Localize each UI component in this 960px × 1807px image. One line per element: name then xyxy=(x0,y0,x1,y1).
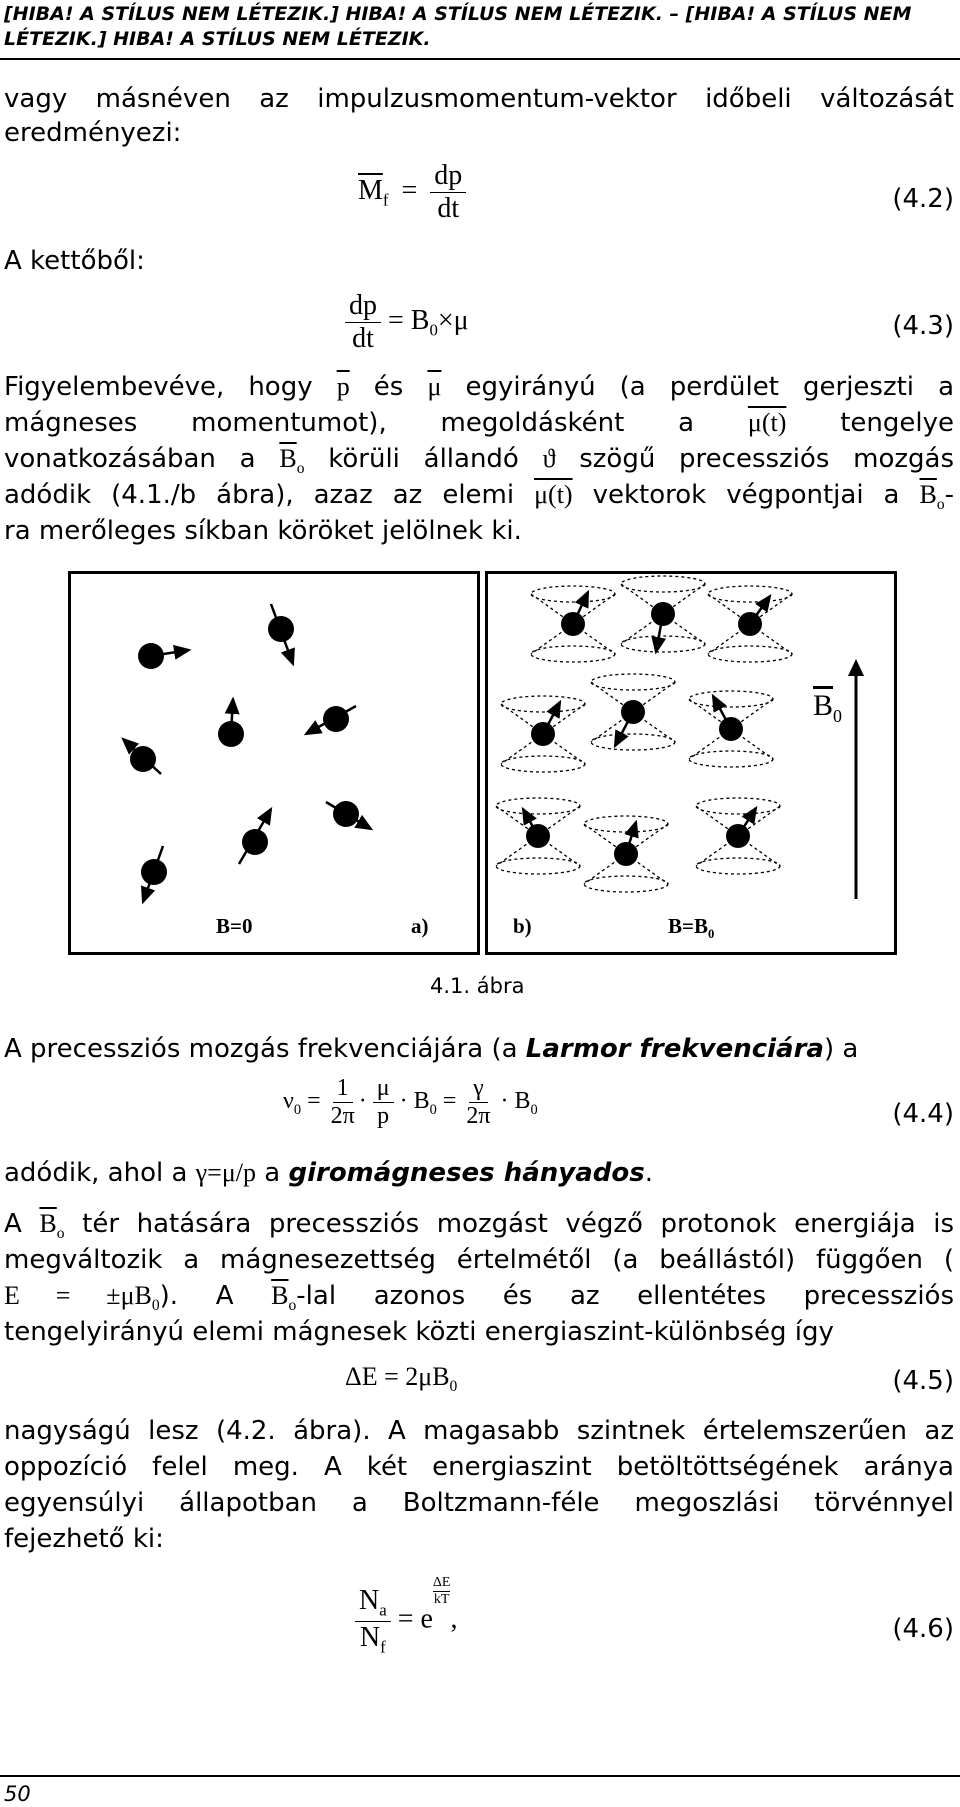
para1-line2: eredményezi: xyxy=(4,118,182,148)
spin-2 xyxy=(268,604,294,664)
spin-5 xyxy=(123,739,161,774)
precession-cone-5 xyxy=(591,674,675,750)
figure-panel-b xyxy=(485,571,897,955)
eq-4-6: $\frac{N_a}{N_f}$ = e $^{\frac{\Delta E}{kT}}$ , xyxy=(355,1585,457,1657)
panel-a-svg xyxy=(71,574,477,952)
precession-cone-6 xyxy=(689,691,773,767)
spin-3 xyxy=(218,699,244,747)
eq-4-3: $\frac{dp}{dt}$ = $B_0\times\mu$ xyxy=(345,290,469,355)
page-number: 50 xyxy=(4,1782,31,1806)
eq-4-5: $\Delta E = 2\mu B_0$ xyxy=(345,1362,458,1396)
precession-cone-7 xyxy=(496,798,580,874)
label-b-zero: B=0 xyxy=(216,914,253,938)
para1-line1: vagy másnéven az impulzusmomentum-vektor időbeli változását xyxy=(4,84,954,114)
label-b-equals-b0: $B=B_0$ xyxy=(668,914,715,942)
para6-line3: egyensúlyi állapotban a Boltzmann-féle megoszlási törvénnyel xyxy=(4,1488,954,1518)
para5-line3: $E = \pm\mu B_0$). A $\overline{B}_o$-lal azonos és az ellentétes precessziós xyxy=(4,1281,954,1315)
para2-line4: adódik (4.1./b ábra), azaz az elemi μ(t) vektorok végpontjai a $\overline{B}_o-$ xyxy=(4,480,955,514)
label-kettobol: A kettőből: xyxy=(4,246,145,276)
spin-4 xyxy=(306,706,356,734)
running-header: [HIBA! A STÍLUS NEM LÉTEZIK.] HIBA! A STÍLUS NEM LÉTEZIK. – [HIBA! A STÍLUS NEM LÉTEZIK.] HIBA! A STÍLUS NEM LÉTEZIK. xyxy=(4,3,912,50)
para2-line5: ra merőleges síkban köröket jelölnek ki. xyxy=(4,516,522,546)
para3: A precessziós mozgás frekvenciájára (a Larmor frekvenciára) a xyxy=(4,1034,859,1064)
para2-line2: mágneses momentumot), megoldásként a μ(t) tengelye xyxy=(4,408,955,438)
para4: adódik, ahol a γ=μ/p a giromágneses hányados. xyxy=(4,1158,653,1188)
para5-line1: A $\overline{B}_o$ tér hatására precessziós mozgást végző protonok energiája is xyxy=(4,1209,955,1243)
figure-panel-a xyxy=(68,571,480,955)
eq-4-3-number: (4.3) xyxy=(892,311,954,341)
header-rule xyxy=(0,58,960,60)
eq-4-5-number: (4.5) xyxy=(892,1366,954,1396)
panel-b-svg xyxy=(488,574,894,952)
para6-line4: fejezhető ki: xyxy=(4,1524,164,1554)
eq-4-6-number: (4.6) xyxy=(892,1614,954,1644)
footer-rule xyxy=(0,1775,960,1777)
spin-7 xyxy=(239,809,271,864)
label-a: a) xyxy=(411,914,429,938)
eq-4-4: $\nu_0$ = $\frac{1}{2\pi}$ · $\frac{\mu}{p}$ · $B_0$ = $\frac{\gamma}{2\pi}$ · $B_0$ xyxy=(283,1075,538,1129)
para6-line1: nagyságú lesz (4.2. ábra). A magasabb szintnek értelemszerűen az xyxy=(4,1416,954,1446)
precession-cone-1 xyxy=(531,586,615,662)
precession-cone-2 xyxy=(621,576,705,652)
para5-line2: megváltozik a mágnesezettség értelmétől (a beállástól) függően ( xyxy=(4,1245,954,1275)
precession-cone-8 xyxy=(584,816,668,892)
figure-caption: 4.1. ábra xyxy=(430,974,525,998)
spin-1 xyxy=(138,643,189,669)
eq-4-4-number: (4.4) xyxy=(892,1099,954,1129)
spin-6 xyxy=(326,801,371,829)
eq-4-2: $\overline{M}_f$ = $\frac{dp}{dt}$ xyxy=(358,160,466,225)
b0-axis-label: $\overline{B}_0$ xyxy=(813,689,843,726)
para2-line3: vonatkozásában a $\overline{B}_o$ körüli állandó ϑ szögű precessziós mozgás xyxy=(4,444,954,478)
precession-cone-9 xyxy=(696,798,780,874)
label-b: b) xyxy=(513,914,532,938)
b0-axis-arrow xyxy=(848,659,864,899)
para2-line1: Figyelembevéve, hogy $\overline{p}$ és $\overline{\mu}$ egyirányú (a perdület gerjeszti a xyxy=(4,372,955,402)
precession-cone-3 xyxy=(708,586,792,662)
spin-8 xyxy=(141,846,167,902)
precession-cone-4 xyxy=(501,696,585,772)
eq-4-2-number: (4.2) xyxy=(892,184,954,214)
para6-line2: oppozíció felel meg. A két energiaszint betöltöttségének aránya xyxy=(4,1452,954,1482)
para5-line4: tengelyirányú elemi mágnesek közti energiaszint-különbség így xyxy=(4,1317,834,1347)
